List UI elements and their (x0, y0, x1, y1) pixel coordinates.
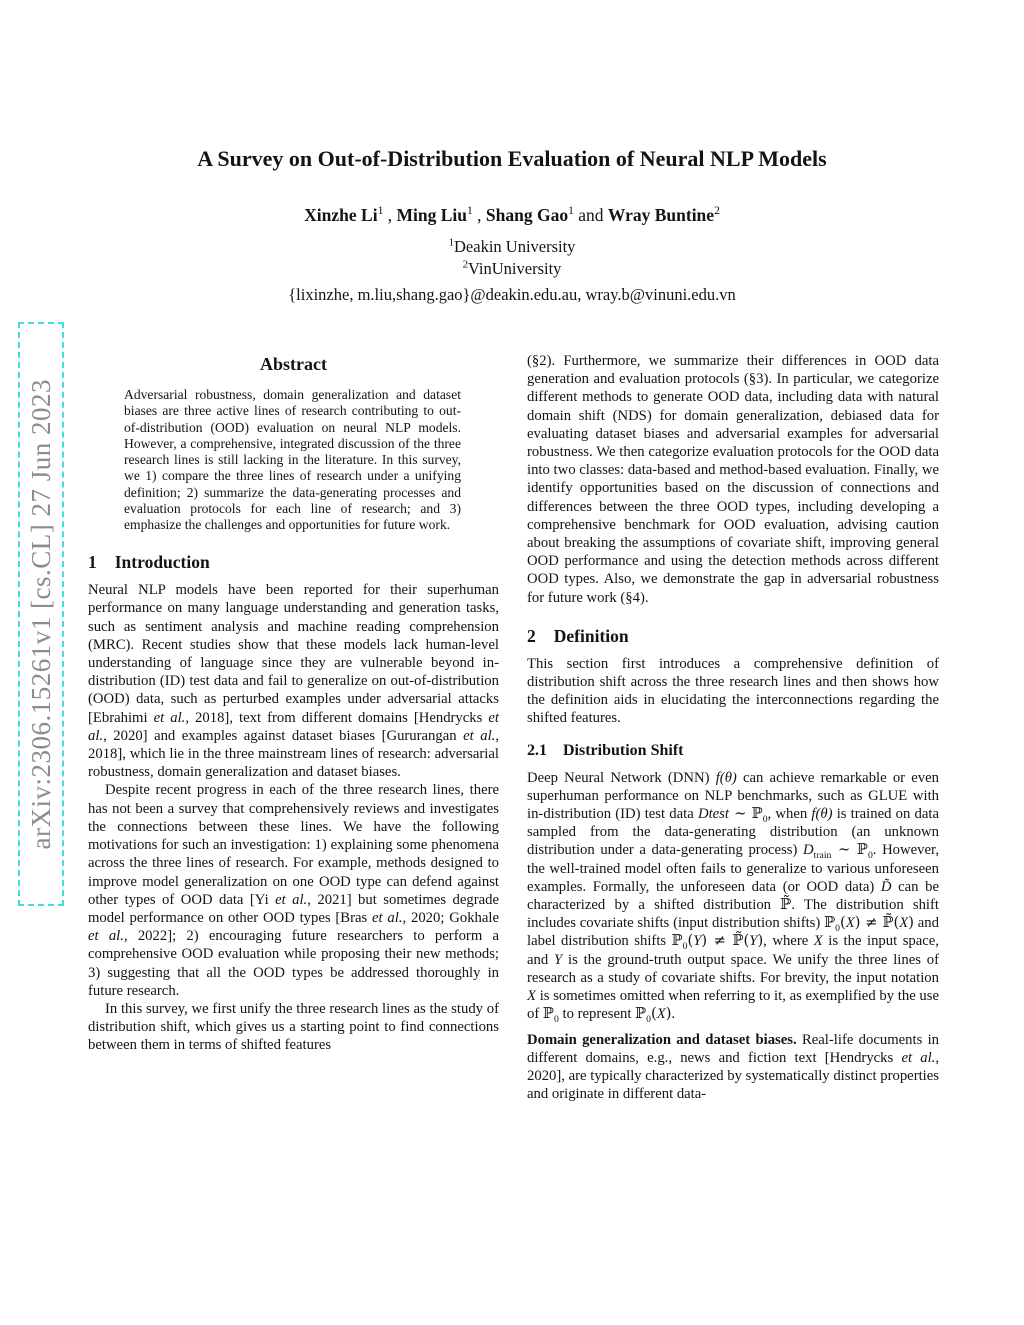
arxiv-watermark-text: arXiv:2306.15261v1 [cs.CL] 27 Jun 2023 (25, 378, 56, 850)
section-1-title: Introduction (114, 552, 210, 573)
subsection-2-1-number: 2.1 (527, 741, 547, 759)
affiliation-vinuniversity: $^2$VinUniversity (462, 258, 562, 278)
section-2-title: Definition (553, 625, 629, 646)
abstract-heading: Abstract (260, 354, 327, 374)
intro-paragraph-3: In this survey, we first unify the three research lines as the study of distribution shift, which gives us a starting point to find connections between them in terms of shifted features (88, 1000, 499, 1054)
intro-paragraph-1: Neural NLP models have been reported for their superhuman performance on many language understanding and generation tasks, such as sentiment analysis and machine reading comprehension (MRC). Recent studies show that these models lack human-level understanding of language since they are vulnerable beyond in-distribution (ID) test data and fail to generalize on out-of-distribution (OOD) data, such as perturbed examples under adversarial attacks [Ebrahimi et al., 2018], text from different domains [Hendrycks et al., 2020] and examples against dataset biases [Gururangan et al., 2018], which lie in the three mainstream lines of research: adversarial robustness, domain generalization and dataset biases. (88, 582, 500, 781)
emails-line: {lixinzhe, m.liu,shang.gao}@deakin.edu.au, wray.b@vinuni.edu.vn (288, 285, 736, 304)
section-1-heading (88, 552, 499, 573)
section-2-number: 2 (527, 625, 536, 646)
subsection-2-1-title: Distribution Shift (563, 741, 684, 759)
subsection-2-1-heading (527, 742, 939, 760)
authors-line: Xinzhe Li$^1$ , Ming Liu$^1$ , Shang Gao$^1$ and Wray Buntine$^2$ (304, 205, 720, 225)
right-column (527, 352, 939, 1103)
distribution-shift-paragraph: Deep Neural Network (DNN) f(θ) can achieve remarkable or even superhuman performance on NLP benchmarks, such as GLUE with in-distribution (ID) test data Dtest ∼ ℙ$_0$, when f(θ) is trained on data sampled from the data-generating distribution (an unknown distribution under a data-generating process) $D_{train}$ ∼ ℙ$_0$. However, the well-trained model often fails to generalize to various unforeseen examples. Formally, the unforeseen data (or OOD data) D̃ can be characterized by a shifted distribution ℙ̃. The distribution shift includes covariate shifts (input distribution shifts) ℙ$_0$(X) ≠ ℙ̃(X) and label distribution shifts ℙ$_0$(Y) ≠ ℙ̃(Y), where X is the input space, and Y is the ground-truth output space. We unify the three lines of research as a study of covariate shifts. For brevity, the input notation X is sometimes omitted when referring to it, as exemplified by the use of ℙ$_0$ to represent ℙ$_0$(X). (527, 769, 940, 1026)
paper-title: A Survey on Out-of-Distribution Evaluation of Neural NLP Models (197, 146, 827, 171)
intro-paragraph-2: Despite recent progress in each of the three research lines, there has not been a survey that comprehensively reviews and investigates the connections between these lines. We have the following motivations for such an investigation: 1) explaining some phenomena across the three lines of research. For example, methods designed to improve model generalization on one OOD type can defend against other types of OOD data [Yi et al., 2021] but sometimes degrade model performance on other OOD types [Bras et al., 2020; Gokhale et al., 2022]; 2) encouraging future researchers to perform a comprehensive OOD evaluation while proposing their new methods; 3) suggesting that all the OOD types be addressed thoroughly in future research. (88, 782, 499, 999)
domain-generalization-paragraph: Domain generalization and dataset biases. Real-life documents in different domains, e.g., news and fiction text [Hendrycks et al., 2020], are typically characterized by systematically distinct properties and originate in different data- (527, 1031, 940, 1103)
abstract-text: Adversarial robustness, domain generalization and dataset biases are three active lines of research contributing to out-of-distribution (OOD) evaluation on neural NLP models. However, a comprehensive, integrated discussion of the three research lines is still lacking in the literature. In this survey, we 1) compare the three lines of research under a unifying definition; 2) summarize the data-generating processes and evaluation protocols for each line of research; and 3) emphasize the challenges and opportunities for future work. (124, 387, 461, 532)
affiliation-deakin: $^1$Deakin University (448, 236, 576, 256)
left-column (88, 352, 499, 1055)
intro-continuation-paragraph: (§2). Furthermore, we summarize their differences in OOD data generation and evaluation protocols (§3). In particular, we categorize different methods to generate OOD data, including data with natural domain shift (NDS) for domain generalization, debiased data for evaluating dataset biases and adversarial examples for adversarial robustness. We then categorize evaluation protocols for the OOD data into two classes: data-based and method-based evaluation. Finally, we identify opportunities based on the discussion of connections and differences between the three OOD types, including developing a comprehensive benchmark for OOD evaluation, advising caution about breaking the assumptions of covariate shift, improving general OOD performance and using the detection methods across different OOD types. Also, we demonstrate the gap in adversarial robustness for future work (§4). (527, 353, 939, 606)
section-2-heading (527, 626, 939, 647)
definition-intro-paragraph: This section first introduces a comprehensive definition of distribution shift across the three research lines and then shows how the definition aids in elucidating the interconnections regarding the shifted features. (527, 655, 939, 727)
section-1-number: 1 (88, 552, 97, 573)
arxiv-watermark (18, 322, 64, 906)
